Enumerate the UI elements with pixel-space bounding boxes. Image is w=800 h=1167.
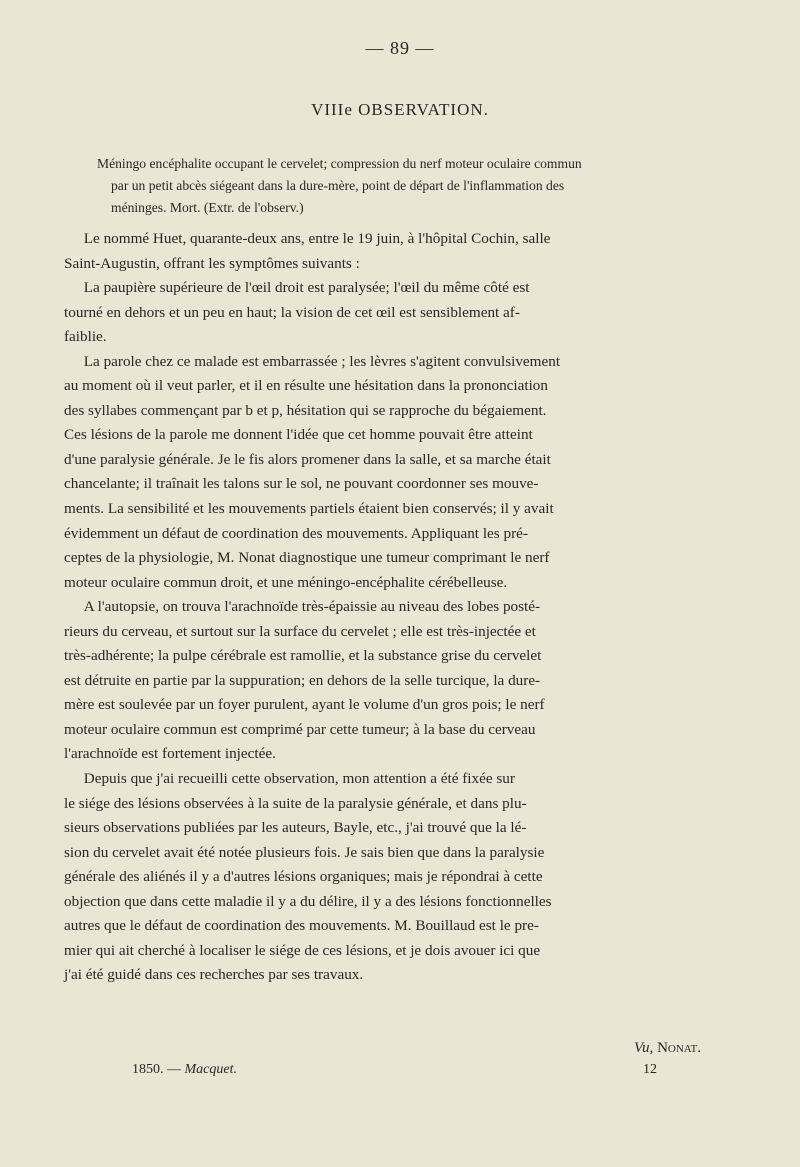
observation-summary — [97, 153, 717, 219]
imprint-printer: Macquet. — [184, 1062, 237, 1077]
text-line: La paupière supérieure de l'œil droit est paralysée; l'œil du même côté est — [83, 279, 530, 297]
printer-imprint — [132, 1062, 237, 1078]
text-line: chancelante; il traînait les talons sur le sol, ne pouvant coordonner ses mouve- — [64, 475, 539, 493]
page-number: — 89 — — [365, 38, 435, 58]
text-line: moteur oculaire commun droit, et une méningo-encéphalite cérébelleuse. — [64, 573, 508, 591]
text-line: tourné en dehors et un peu en haut; la vision de cet œil est sensiblement af- — [64, 303, 520, 321]
observation-body — [64, 227, 724, 988]
paragraph — [64, 350, 724, 595]
text-line: rieurs du cerveau, et surtout sur la surface du cervelet ; elle est très-injectée et — [64, 622, 536, 640]
paragraph — [64, 767, 724, 988]
text-line: ments. La sensibilité et les mouvements partiels étaient bien conservés; il y avait — [64, 500, 554, 518]
text-line: sion du cervelet avait été notée plusieurs fois. Je sais bien que dans la paralysie — [64, 843, 545, 861]
signature-mark: 12 — [643, 1062, 657, 1077]
text-line: faiblie. — [64, 328, 107, 346]
text-line: très-adhérente; la pulpe cérébrale est ramollie, et la substance grise du cervelet — [64, 647, 542, 665]
text-line: évidemment un défaut de coordination des mouvements. Appliquant les pré- — [64, 524, 528, 542]
summary-line: méninges. Mort. (Extr. de l'observ.) — [111, 200, 304, 215]
text-line: mier qui ait cherché à localiser le siége de ces lésions, et je dois avouer ici que — [64, 941, 541, 959]
text-line: objection que dans cette maladie il y a du délire, il y a des lésions fonctionnelles — [64, 892, 552, 910]
text-line: j'ai été guidé dans ces recherches par ses travaux. — [64, 966, 364, 984]
observation-heading: VIIIe OBSERVATION. — [311, 100, 489, 119]
text-line: des syllabes commençant par b et p, hésitation qui se rapproche du bégaiement. — [64, 401, 547, 419]
text-line: Depuis que j'ai recueilli cette observation, mon attention a été fixée sur — [83, 770, 515, 788]
text-line: sieurs observations publiées par les auteurs, Bayle, etc., j'ai trouvé que la lé- — [64, 819, 527, 837]
summary-line: par un petit abcès siégeant dans la dure-mère, point de départ de l'inflammation des — [111, 178, 565, 193]
signature-block — [634, 1040, 701, 1057]
text-line: est détruite en partie par la suppuration; en dehors de la selle turcique, la dure- — [64, 671, 541, 689]
text-line: au moment où il veut parler, et il en résulte une hésitation dans la prononciation — [64, 377, 548, 395]
paragraph — [64, 595, 724, 767]
text-line: le siége des lésions observées à la suite de la paralysie générale, et dans plu- — [64, 794, 527, 812]
signature-vu: Vu, — [634, 1040, 654, 1056]
text-line: autres que le défaut de coordination des mouvements. M. Bouillaud est le pre- — [64, 917, 539, 935]
imprint-year: 1850. — — [132, 1062, 181, 1077]
text-line: moteur oculaire commun est comprimé par cette tumeur; à la base du cerveau — [64, 720, 536, 738]
paragraph — [64, 227, 724, 276]
signature-name: Nonat. — [657, 1040, 701, 1056]
text-line: d'une paralysie générale. Je le fis alors promener dans la salle, et sa marche était — [64, 450, 551, 468]
text-line: Ces lésions de la parole me donnent l'idée que cet homme pouvait être atteint — [64, 426, 533, 444]
text-line: mère est soulevée par un foyer purulent, ayant le volume d'un gros pois; le nerf — [64, 696, 545, 714]
summary-line: Méningo encéphalite occupant le cervelet; compression du nerf moteur oculaire commun — [97, 156, 582, 171]
text-line: ceptes de la physiologie, M. Nonat diagnostique une tumeur comprimant le nerf — [64, 549, 550, 567]
text-line: l'arachnoïde est fortement injectée. — [64, 745, 276, 763]
text-line: Saint-Augustin, offrant les symptômes suivants : — [64, 254, 360, 272]
paragraph — [64, 276, 724, 350]
text-line: La parole chez ce malade est embarrassée ; les lèvres s'agitent convulsivement — [83, 352, 561, 370]
text-line: générale des aliénés il y a d'autres lésions organiques; mais je répondrai à cette — [64, 868, 543, 886]
text-line: Le nommé Huet, quarante-deux ans, entre le 19 juin, à l'hôpital Cochin, salle — [83, 230, 551, 247]
text-line: A l'autopsie, on trouva l'arachnoïde très-épaissie au niveau des lobes posté- — [83, 598, 541, 616]
